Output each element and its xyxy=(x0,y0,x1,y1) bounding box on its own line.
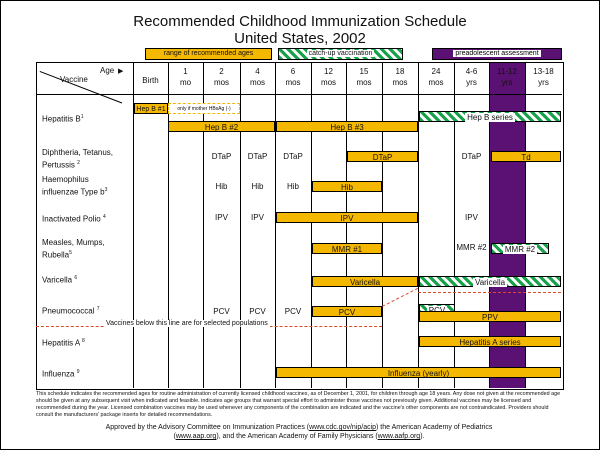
pcv-2mos: PCV xyxy=(213,307,230,316)
age-col-6mos xyxy=(275,66,311,88)
legend-preadolescent xyxy=(432,48,562,60)
hepb2-bar: Hep B #2 xyxy=(168,121,275,132)
vaccine-hib-l2: influenzae Type b xyxy=(42,187,105,197)
vaccine-ipv-sup: 4 xyxy=(102,214,106,220)
approval-text-a: Approved by the Advisory Committee on Immunization Practices ( xyxy=(105,424,310,431)
ipv-4-6yrs: IPV xyxy=(465,213,478,222)
age-header: Age xyxy=(100,66,115,75)
vaccine-hepa-label: Hepatitis A xyxy=(42,338,80,348)
ipv-4mos: IPV xyxy=(251,213,264,222)
vaccine-hepb xyxy=(42,112,83,125)
vaccine-mmr xyxy=(42,238,105,261)
mmr2-catchup-label: MMR #2 xyxy=(504,245,536,254)
influenza-bar: Influenza (yearly) xyxy=(276,367,561,378)
age-col-1mo xyxy=(168,66,203,88)
age-col-11-12yrs-u: yrs xyxy=(501,78,513,87)
approval-text-b: ) the American Academy of Pediatrics xyxy=(376,424,493,431)
selected-populations-note: Vaccines below this line are for selected populations xyxy=(106,320,268,327)
grid-line xyxy=(382,62,383,388)
dtap-2mos: DTaP xyxy=(211,152,232,161)
age-col-1mo-n: 1 xyxy=(183,67,188,76)
vaccine-ipv xyxy=(42,212,106,225)
age-col-12mos-u: mos xyxy=(320,78,337,87)
vaccine-dtap-sup: 2 xyxy=(77,160,80,166)
mmr1-bar: MMR #1 xyxy=(312,243,382,254)
hib-6mos: Hib xyxy=(286,182,299,191)
dtap-15-18-bar: DTaP xyxy=(347,151,418,162)
grid-line xyxy=(275,62,276,388)
vaccine-header: Vaccine xyxy=(60,75,88,84)
vaccine-varicella xyxy=(42,273,77,286)
age-col-4-6yrs xyxy=(454,66,489,88)
age-col-2mos-n: 2 xyxy=(219,67,224,76)
dtap-6mos: DTaP xyxy=(283,152,303,161)
acip-link[interactable]: www.cdc.gov/nip/acip xyxy=(309,424,377,431)
age-arrow-icon: ▶ xyxy=(118,68,124,75)
vaccine-hepb-sup: 1 xyxy=(80,114,84,120)
vaccine-varicella-label: Varicella xyxy=(42,275,73,285)
grid-line xyxy=(240,62,241,388)
vaccine-mmr-l1: Measles, Mumps, xyxy=(42,238,105,247)
dtap-4mos: DTaP xyxy=(247,152,268,161)
vaccine-hib xyxy=(42,175,107,198)
age-col-15mos xyxy=(346,66,382,88)
vaccine-mmr-sup: 5 xyxy=(69,250,72,256)
age-col-4mos xyxy=(240,66,275,88)
header-rule xyxy=(36,94,562,95)
vaccine-dtap-l1: Diphtheria, Tetanus, xyxy=(42,148,114,157)
mmr2-catchup-bar xyxy=(491,243,549,254)
vaccine-hib-l1: Haemophilus xyxy=(42,175,89,184)
vaccine-hepb-label: Hepatitis B xyxy=(42,114,81,124)
age-col-11-12yrs xyxy=(489,66,525,88)
age-col-24mos-n: 24 xyxy=(431,67,441,76)
age-col-13-18yrs-n: 13-18 xyxy=(533,67,554,76)
pcv-6mos: PCV xyxy=(284,307,302,316)
age-col-12mos xyxy=(311,66,346,88)
age-col-4-6yrs-u: yrs xyxy=(466,78,477,87)
age-col-24mos xyxy=(418,66,454,88)
age-col-4mos-n: 4 xyxy=(255,67,260,76)
age-col-2mos-u: mos xyxy=(213,78,230,87)
vaccine-mmr-l2: Rubella xyxy=(42,250,70,260)
age-col-6mos-u: mos xyxy=(285,78,301,87)
vaccine-hepa xyxy=(42,336,85,349)
hepb-series-label: Hep B series xyxy=(467,113,513,122)
approval-text-d: ). xyxy=(420,433,425,440)
grid-line xyxy=(346,62,347,388)
age-col-24mos-u: mos xyxy=(428,78,444,87)
hib-4mos: Hib xyxy=(251,182,264,191)
age-col-2mos xyxy=(203,66,240,88)
age-col-15mos-n: 15 xyxy=(359,67,369,76)
ipv-2mos: IPV xyxy=(215,213,228,222)
varicella-bar: Varicella xyxy=(312,276,418,287)
age-col-1mo-u: mo xyxy=(179,78,192,87)
legend-preadolescent-label: preadolescent assessment xyxy=(455,50,539,57)
vaccine-varicella-sup: 6 xyxy=(74,275,78,281)
vaccine-ipv-label: Inactivated Polio xyxy=(42,214,101,224)
pcv-4mos: PCV xyxy=(249,307,266,316)
age-col-15mos-u: mos xyxy=(356,78,372,87)
age-col-18mos-u: mos xyxy=(392,78,408,87)
age-col-4mos-u: mos xyxy=(249,78,266,87)
vaccine-influenza-label: Influenza xyxy=(42,369,75,379)
age-col-13-18yrs-u: yrs xyxy=(538,78,549,87)
age-col-13-18yrs xyxy=(525,66,562,88)
hepb3-bar: Hep B #3 xyxy=(276,121,418,132)
td-bar: Td xyxy=(491,151,561,162)
age-col-12mos-n: 12 xyxy=(324,67,333,76)
page-title: Recommended Childhood Immunization Schedule xyxy=(133,13,467,30)
grid-line xyxy=(311,62,312,388)
hepa-series-bar: Hepatitis A series xyxy=(419,336,561,347)
vaccine-hib-sup: 3 xyxy=(104,187,108,193)
varicella-catchup-bar xyxy=(419,276,561,287)
vaccine-pneumococcal-sup: 7 xyxy=(96,306,100,312)
vaccine-dtap-l2: Pertussis xyxy=(42,160,75,170)
age-col-18mos xyxy=(382,66,418,88)
vaccine-dtap xyxy=(42,148,113,171)
ppv-bar: PPV xyxy=(419,311,561,322)
mmr2-4-6yrs: MMR #2 xyxy=(456,243,487,252)
hepb-series-bar xyxy=(419,111,561,122)
age-col-18mos-n: 18 xyxy=(395,67,405,76)
hepb-note: only if mother HBsAg (-) xyxy=(168,103,240,114)
hepb1-bar: Hep B #1 xyxy=(134,103,168,114)
vaccine-influenza xyxy=(42,367,79,380)
age-col-4-6yrs-n: 4-6 xyxy=(465,67,478,76)
footnote: This schedule indicates the recommended ages for routine administration of currently licensed childhood vaccines, as of December 1, 2001, for children through age 18 years. Any dose not given at the recommended age should be given at any subsequent visit when indicated and feasible. indicates age groups that warrant special effort to administer those vaccines not previously given. Additional vaccines may be licensed and recommended during the year. Licensed combination vaccines may be used whenever any components of the combination are indicated and the vaccine's other components are not contraindicated. Providers should consult the manufacturers' package inserts for detailed recommendations. xyxy=(36,391,561,418)
vaccine-pneumococcal xyxy=(42,304,100,317)
ipv-6-18-bar: IPV xyxy=(276,212,418,223)
vaccine-pneumococcal-label: Pneumococcal xyxy=(42,306,95,316)
vaccine-influenza-sup: 9 xyxy=(76,369,80,375)
dtap-4-6yrs: DTaP xyxy=(461,152,482,161)
legend-range: range of recommended ages xyxy=(145,48,272,60)
varicella-catchup-label: Varicella xyxy=(474,278,506,287)
age-col-birth: Birth xyxy=(142,76,159,85)
aap-link[interactable]: www.aap.org xyxy=(175,433,217,440)
approval-text-c: ), and the American Academy of Family Physicians ( xyxy=(216,433,378,440)
legend-catchup xyxy=(278,48,403,60)
page-subtitle: United States, 2002 xyxy=(234,30,366,47)
age-col-6mos-n: 6 xyxy=(290,67,296,76)
age-col-11-12yrs-n: 11-12 xyxy=(497,67,517,76)
selected-populations-line-upper xyxy=(418,292,561,293)
hib-2mos: Hib xyxy=(215,182,228,191)
pcv-12-15-bar: PCV xyxy=(312,306,382,317)
hib-12-15-bar: Hib xyxy=(312,181,382,192)
approval-statement: Approved by the Advisory Committee on Immunization Practices (www.cdc.gov/nip/acip) the American Academy of Pediatrics (www.aap.org), and the American Academy of Family Physicians (www.aafp.org). xyxy=(105,424,493,440)
aafp-link[interactable]: www.aafp.org xyxy=(377,433,421,440)
vaccine-hepa-sup: 8 xyxy=(82,338,85,344)
legend-catchup-label: catch-up vaccination xyxy=(308,50,373,57)
